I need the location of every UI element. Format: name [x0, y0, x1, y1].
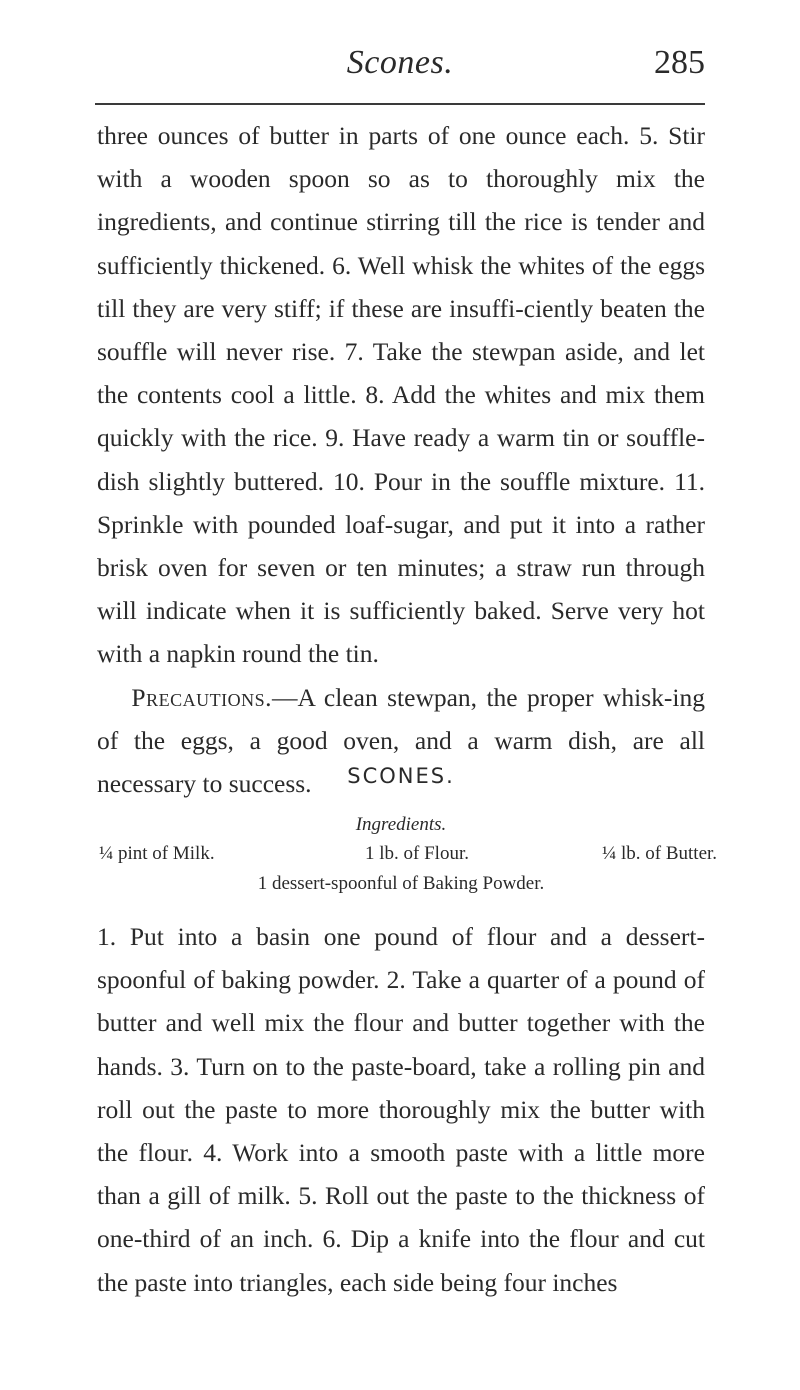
precautions-label: Precautions. — [131, 682, 272, 712]
scones-method — [97, 915, 705, 1304]
souffle-continuation — [97, 114, 705, 805]
running-title: Scones. — [346, 44, 454, 81]
scones-method-paragraph: 1. Put into a basin one pound of flour and a dessert-spoonful of baking powder. 2. Take a quarter of a pound of butter and well mix the flour and butter together with the hands. 3. Turn on to the paste-board, take a rolling pin and roll out the paste to more thoroughly mix the butter with the flour. 4. Work into a smooth paste with a little more than a gill of milk. 5. Roll out the paste to the thickness of one-third of an inch. 6. Dip a knife into the flour and cut the paste into triangles, each side being four inches — [97, 922, 705, 1297]
ingredient-flour: 1 lb. of Flour. — [365, 843, 469, 864]
ingredient-butter: ¼ lb. of Butter. — [602, 843, 718, 864]
recipe-title: SCONES. — [347, 764, 455, 788]
running-head — [95, 34, 705, 90]
precautions-text: —A clean stewpan, the proper whisk-ing of the eggs, a good oven, and a warm dish, are all necessary to success. — [97, 682, 705, 799]
ingredient-milk: ¼ pint of Milk. — [99, 843, 215, 864]
page-number: 285 — [654, 44, 705, 81]
ingredients-row — [97, 843, 718, 869]
ingredients-row — [97, 873, 705, 899]
header-rule — [95, 103, 705, 105]
souffle-method-paragraph: three ounces of butter in parts of one ounce each. 5. Stir with a wooden spoon so as to thoroughly mix the ingredients, and continue stirring till the rice is tender and sufficiently thickened. 6. Well whisk the whites of the eggs till they are very stiff; if these are insuffi-ciently beaten the souffle will never rise. 7. Take the stewpan aside, and let the contents cool a little. 8. Add the whites and mix them quickly with the rice. 9. Have ready a warm tin or souffle-dish slightly buttered. 10. Pour in the souffle mixture. 11. Sprinkle with pounded loaf-sugar, and put it into a rather brisk oven for seven or ten minutes; a straw run through will indicate when it is sufficiently baked. Serve very hot with a napkin round the tin. — [97, 121, 705, 669]
ingredients-heading: Ingredients. — [355, 814, 447, 835]
ingredient-baking-powder: 1 dessert-spoonful of Baking Powder. — [257, 873, 545, 894]
